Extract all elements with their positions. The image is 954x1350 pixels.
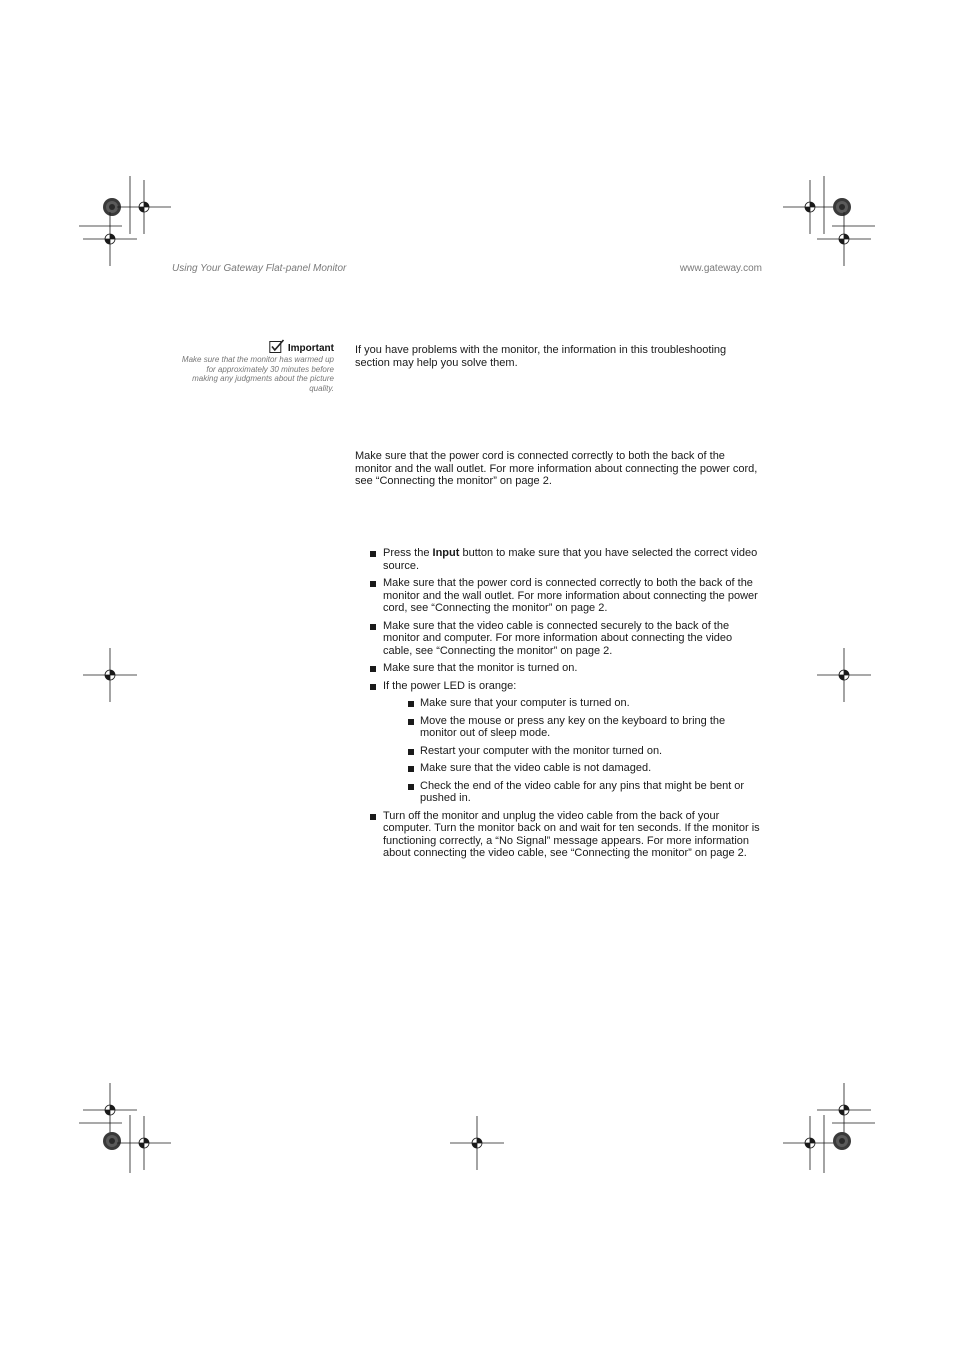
registration-crosshair-icon [117,1116,171,1170]
power-paragraph: Make sure that the power cord is connected correctly to both the back of the monitor and the wall outlet. For more information about connecting the power cord, see “Connecting the monitor” on page 2. [355,450,758,487]
registration-crosshair-icon [83,648,137,702]
registration-disc-icon [833,198,851,216]
troubleshooting-list [355,547,763,865]
registration-crosshair-icon [783,180,837,234]
intro-paragraph: If you have problems with the monitor, the information in this troubleshooting section may help you solve them. [355,344,727,369]
input-button-label: Input [432,547,460,559]
sub-list-item: Move the mouse or press any key on the keyboard to bring the monitor out of sleep mode. [383,715,763,740]
registration-disc-icon [103,1132,121,1150]
list-item: Make sure that the power cord is connected correctly to both the back of the monitor and the wall outlet. For more information about connecting the power cord, see “Connecting the monitor” on page 2. [355,577,763,615]
important-note-header [180,339,334,354]
registration-crosshair-icon [783,1116,837,1170]
important-note [180,339,334,393]
registration-crosshair-icon [450,1116,504,1170]
list-item: Make sure that the monitor is turned on. [355,662,763,675]
sub-list-item: Make sure that the video cable is not damaged. [383,762,763,775]
registration-crosshair-icon [817,212,871,266]
list-item-text: If the power LED is orange: [383,679,517,692]
sub-list-item: Restart your computer with the monitor turned on. [383,745,763,758]
registration-crosshair-icon [83,1083,137,1137]
power-led-sublist [383,697,763,805]
running-header-title: Using Your Gateway Flat-panel Monitor [172,263,347,274]
registration-disc-icon [833,1132,851,1150]
sub-list-item: Make sure that your computer is turned on. [383,697,763,710]
list-item [355,547,763,572]
registration-crosshair-icon [817,1083,871,1137]
list-item: Turn off the monitor and unplug the video cable from the back of your computer. Turn the monitor back on and wait for ten seconds. If the monitor is functioning correctly, a “No Signal” message appears. For more information about connecting the video cable, see “Connecting the monitor” on page 2. [355,810,763,860]
list-item-text-after: button to make sure that you have selected the correct video source. [383,547,758,572]
important-note-body: Make sure that the monitor has warmed up for approximately 30 minutes before making any judgments about the picture quality. [181,355,334,393]
registration-crosshair-icon [117,180,171,234]
list-item [355,680,763,805]
registration-disc-icon [103,198,121,216]
sub-list-item: Check the end of the video cable for any pins that might be bent or pushed in. [383,780,763,805]
registration-crosshair-icon [817,648,871,702]
checkmark-icon [269,339,285,354]
registration-crosshair-icon [83,212,137,266]
list-item-text-before: Press the [383,547,433,559]
running-header-url: www.gateway.com [679,263,762,274]
list-item: Make sure that the video cable is connected securely to the back of the monitor and computer. For more information about connecting the video cable, see “Connecting the monitor” on page 2. [355,620,763,658]
important-note-title: Important [287,343,334,354]
